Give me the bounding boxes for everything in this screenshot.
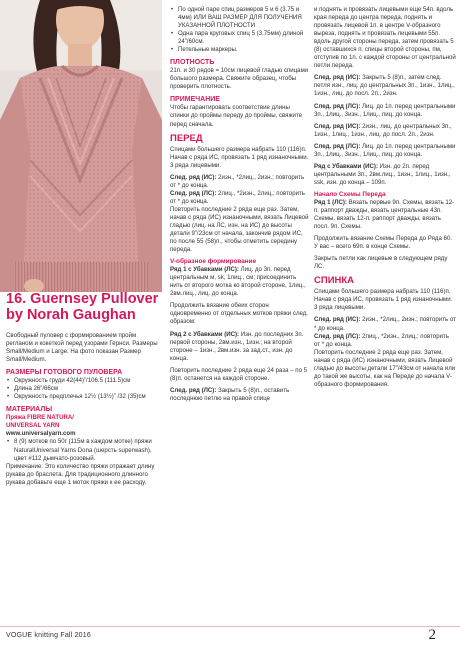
row-text: Ряд 1 (ЛС): Вязать первые 9п. Схемы, вязать 12-п. раппорт дважды, вязать центральные 43п. Схемы, вязать 12-п. раппорт дважды, вязать посл. 9п. Схемы. <box>314 198 455 231</box>
front-dec-row2: Ряд 2 с Убавками (ИС): Изн. до последних 3п. первой стороны, 2вм.изн., 1изн.; на второй стороне – 1изн., 2вм.изн. за зад.ст., изн. до конца. <box>170 330 304 362</box>
row-text: След. ряд (ЛС): 2лиц., *2изн., 2лиц.; повторить от * до конца. <box>314 332 449 348</box>
row-text: След. ряд (ИС): Закрыть 5 (8)п., затем след. петля изн., лиц. до центральных 3п., 1изн., 1лиц., 1изн., лиц. до посл. 2п., 2изн. <box>314 74 455 98</box>
row-text: Ряд с Убавками (ИС): Изн. до 2п. перед центральными 3п., 2вм.лиц., 1изн., 1лиц., 1изн., ssk, изн. до конца – 109п. <box>314 162 451 186</box>
front-bindoff-row: След. ряд (ЛС): Закрыть 5 (8)п., оставить последнюю петлю на правой спице <box>170 386 290 402</box>
yarn-note: Примечание: Это количество пряжи отражает длину рукава до браслета. Для традиционного длинного рукава добавьте еще 1 моток пряжи к ее расходу. <box>6 462 155 486</box>
column-middle <box>170 6 310 403</box>
front-body-text: Повторить последние 2 ряда еще раз. Затем, начав с ряда (ИС) изнаночными, вязать Лицевой гладью (лиц. на ЛС, изн. на ИС) до высоты детали 9”/23см от начала, закончив рядом ИС, по после 55 (58)п., чтобы отметить середину переда. <box>170 205 309 254</box>
pattern-title: 16. Guernsey Pullover by Norah Gaughan <box>6 291 159 323</box>
row-text: След. ряд (ИС): 2изн., лиц. до центральных 3п., 1изн., 1лиц., 1изн., лиц. до посл. 2п., 2изн. <box>314 122 452 138</box>
list-item: • Окружность предплечья 12½ (13½)” /32 (35)см <box>6 393 164 401</box>
row-text: След. ряд (ЛС): Лиц. до 1п. перед центральными 3п., 1лиц., 3изн., 1лиц., лиц. до конца. <box>314 102 456 118</box>
chart-continue-text: Продолжить вязание Схемы Переда до Ряда 60. У вас – всего 69п. в конце Схемы. <box>314 235 453 251</box>
column-right <box>314 6 456 389</box>
list-item: • Одна пара круговых спиц 5 (3.75мм) длиной 24”/60см. <box>170 30 310 46</box>
gauge-text: 21п. и 30 рядов = 10см лицевой гладью спицами большого размера. Свяжите образец, чтобы проверить плотность. <box>170 67 309 91</box>
sizes-list <box>6 377 164 401</box>
v-shaping-heading: V-образное формирование <box>170 258 257 266</box>
column-left <box>6 332 164 491</box>
yarn-url: www.universalyarn.com <box>6 430 76 438</box>
pickup-text: и поднять и провязать лицевыми еще 54п. вдоль края переда до центра переда, поднять и провязать лицевой 1п. в центре V-образного выреза, поднять и провязать лицевыми 55п. вдоль другой стороны переда, затем провязать 5 (8) оставшихся п. спицы второй стороны, пм, отступив по 1п. с каждой стороны от центральной петли переда. <box>314 6 456 70</box>
list-item: • Петельные маркеры. <box>170 46 310 54</box>
footer-divider <box>0 626 460 627</box>
back-cast-on: Спицами большего размера набрать 110 (116)п. Начав с ряда ИС, провязать 1 ряд изнаночными. 3 ряда лицевыми. <box>314 288 453 312</box>
front-repeat-text: Повторить последние 2 ряда еще 24 раза – по 5 (8)п. останется на каждой стороне. <box>170 366 308 382</box>
yarn-list <box>6 438 164 462</box>
bindoff-text: Закрыть петли как лицевые в следующем ряду ЛС. <box>314 255 448 271</box>
materials-heading: МАТЕРИАЛЫ <box>6 406 53 414</box>
note-heading: ПРИМЕЧАНИЕ <box>170 96 220 104</box>
front-heading: ПЕРЕД <box>170 132 203 144</box>
needles-list <box>170 6 310 54</box>
front-row-rs: След. ряд (ЛС): 2лиц., *2изн., 2лиц.; повторить от * до конца. <box>170 189 305 205</box>
intro-text: Свободный пуловер с формированием пройм регланом и кокеткой перед узорами Гернси. Размеры Small/Medium и Large. На фото показан Размер Small/Medium. <box>6 332 158 364</box>
row-text: След. ряд (ИС): 2изн., *2лиц., 2изн.; повторить от * до конца. <box>314 316 456 332</box>
front-chart-heading: Начало Схемы Переда <box>314 190 386 198</box>
back-body-text: Повторить последние 2 ряда еще раз. Затем, начав с ряда (ИС) изнаночными, вязать Лицевой гладью до высоты детали 17”/43см от начала или до такой же высоты, как на Переде до начала V-образного формирования. <box>314 348 456 388</box>
magazine-footer: VOGUE knitting Fall 2016 <box>6 632 91 639</box>
list-item: • 8 (9) мотков по 50г (115м в каждом мотке) пряжи NaturalUniversal Yarns Dona (шерсть superwash), цвет #112 дымчато-розовый. <box>6 438 164 462</box>
row-text: След. ряд (ЛС): Лиц. до 1п. перед центральными 3п., 1лиц., 3изн., 1лиц., лиц. до конца. <box>314 142 456 158</box>
page-number: 2 <box>428 627 436 643</box>
gauge-heading: ПЛОТНОСТЬ <box>170 59 215 67</box>
list-item: • По одной паре спиц размеров 5 и 6 (3.75 и 4мм) ИЛИ ВАШ РАЗМЕР ДЛЯ ПОЛУЧЕНИЯ УКАЗАННОЙ ПЛОТНОСТИ <box>170 6 310 30</box>
front-continue-text: Продолжить вязание обеих сторон одновременно от отдельных мотков пряжи след. образом: <box>170 302 309 326</box>
back-heading: СПИНКА <box>314 275 355 287</box>
front-row-ws: След. ряд (ИС): 2изн., *2лиц., 2изн.; повторить от * до конца. <box>170 173 305 189</box>
note-text: Чтобы гарантировать соответствие длины спинки до проймы переду до проймы, свяжите перед сначала. <box>170 104 303 128</box>
front-cast-on: Спицами большего размера набрать 110 (116)п. Начав с ряда ИС, провязать 1 ряд изнаночными. 3 ряда лицевыми. <box>170 145 309 169</box>
sweater-photo <box>0 0 162 292</box>
list-item: • Окружность груди 42(44)”/106.5 (111.5)см <box>6 377 164 385</box>
front-dec-row1: Ряд 1 с Убавками (ЛС): Лиц. до 3п. перед центральным м, sk, 1лиц., см; присоединить нить от второго мотка ко второй стороне, 1лиц., 2вм.лиц., лиц. до конца. <box>170 266 306 298</box>
yarn-brand-line2: UNIVERSAL YARN <box>6 422 60 430</box>
sizes-heading: РАЗМЕРЫ ГОТОВОГО ПУЛОВЕРА <box>6 369 123 377</box>
yarn-brand-line1: Пряжа FIBRE NATURA/ <box>6 414 74 422</box>
list-item: • Длина 26”/66см <box>6 385 164 393</box>
